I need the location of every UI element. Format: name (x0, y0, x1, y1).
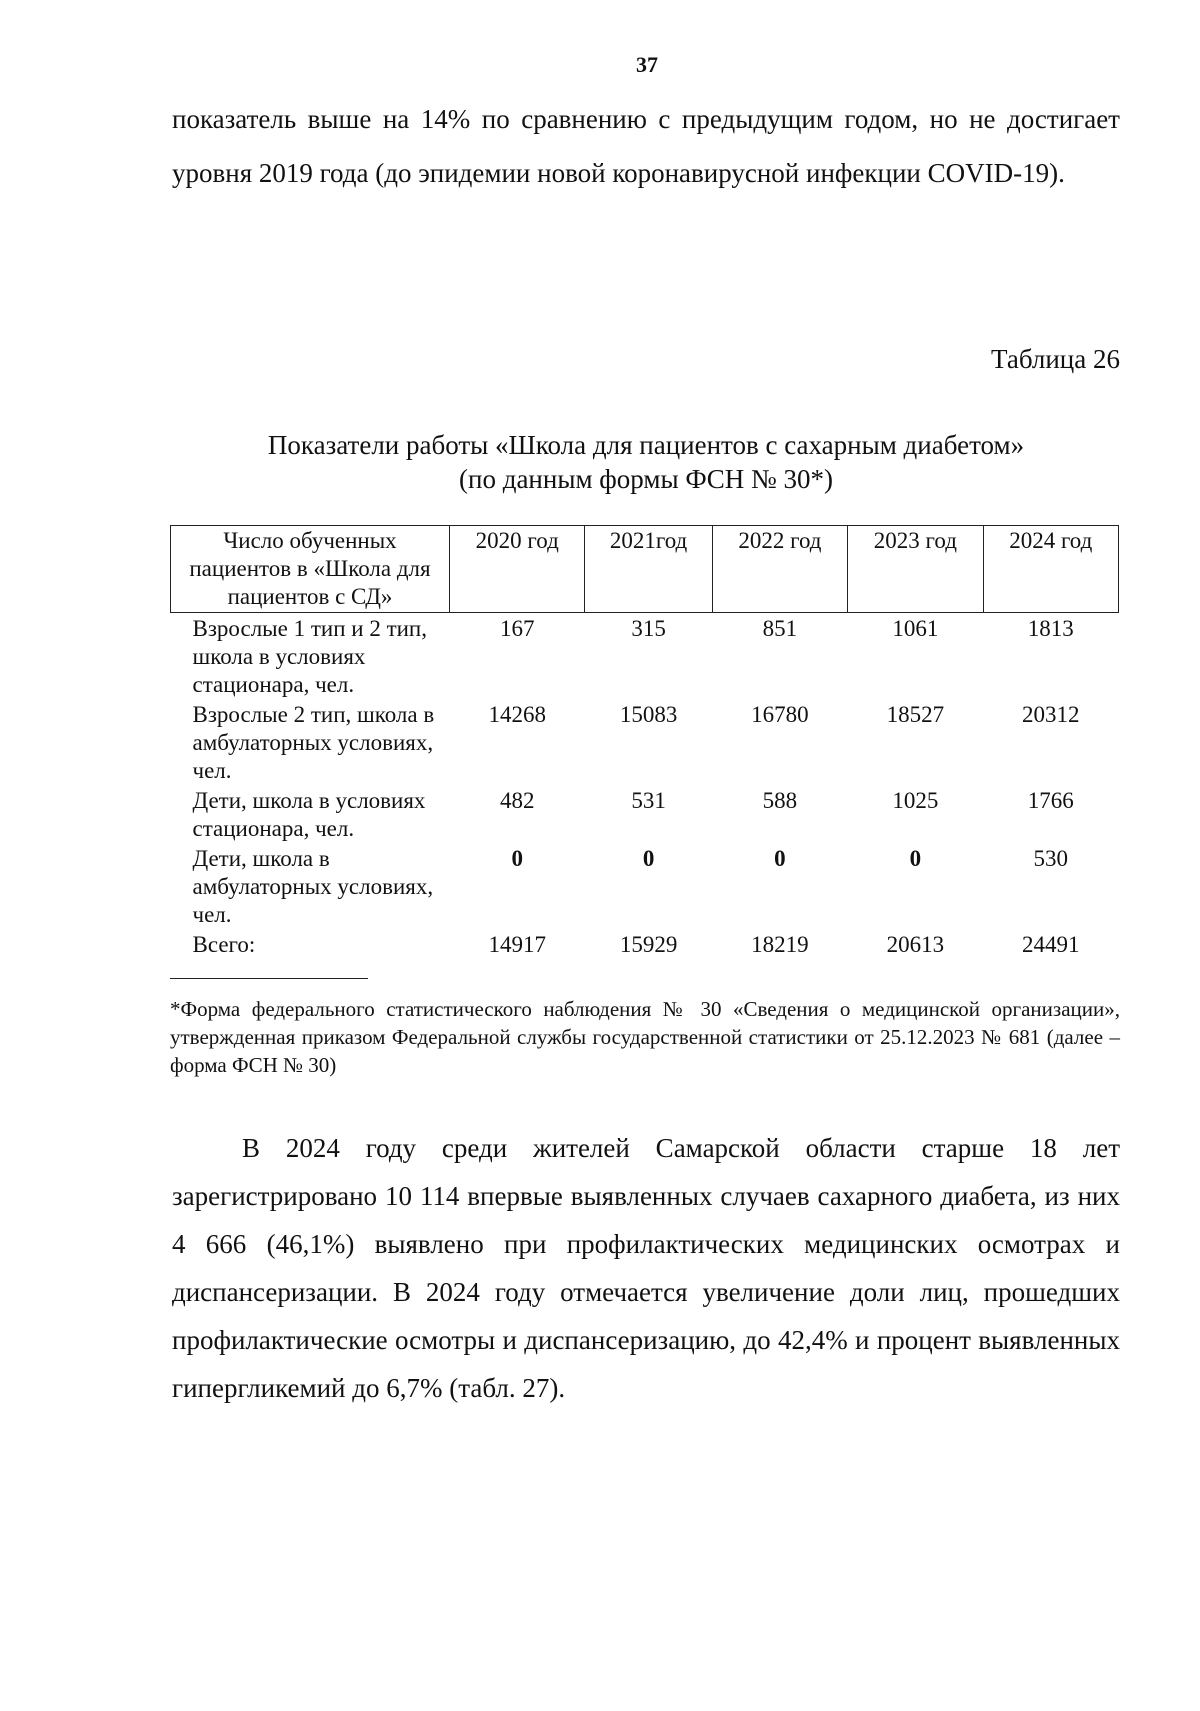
table-caption-line-1: Показатели работы «Школа для пациентов с сахарным диабетом» (267, 430, 1025, 460)
column-header-2024: 2024 год (983, 526, 1118, 613)
footnote: *Форма федерального статистического наблюдения № 30 «Сведения о медицинской организации», утвержденная приказом Федеральной службы государственной статистики от 25.12.2023 № 681 (далее – форма ФСН № 30) (170, 997, 1120, 1077)
column-header-2022: 2022 год (712, 526, 847, 613)
intro-paragraph: показатель выше на 14% по сравнению с предыдущим годом, но не достигает уровня 2019 года (до эпидемии новой коронавирусной инфекции COVID-19). (172, 104, 1120, 188)
table-caption-line-2: (по данным формы ФСН № 30*) (459, 464, 833, 494)
column-header-2021: 2021год (585, 526, 712, 613)
cell-value: 20613 (886, 932, 945, 957)
table-label: Таблица 26 (991, 344, 1120, 374)
cell-value: 14268 (488, 702, 546, 727)
cell-value: 20312 (1022, 702, 1080, 727)
cell-value: 167 (499, 616, 535, 641)
row-label: Дети, школа в условиях стационара, чел. (192, 788, 426, 841)
data-table (170, 525, 1119, 959)
cell-value: 14917 (488, 932, 546, 957)
column-header-2023: 2023 год (848, 526, 983, 613)
table-header-row (171, 526, 1119, 613)
cell-value: 315 (631, 616, 666, 641)
table-row (171, 699, 1119, 785)
table-row (171, 613, 1119, 700)
cell-value: 15929 (619, 932, 678, 957)
table-row (171, 843, 1119, 929)
row-label: Всего: (192, 932, 256, 957)
column-header-category: Число обученных пациентов в «Школа для пациентов с СД» (171, 526, 450, 613)
cell-value: 16780 (751, 702, 809, 727)
cell-value: 18219 (751, 932, 809, 957)
page-number: 37 (636, 52, 658, 77)
cell-value: 0 (774, 846, 786, 871)
row-label: Взрослые 1 тип и 2 тип, школа в условиях стационара, чел. (192, 616, 427, 697)
row-label: Дети, школа в амбулаторных условиях, чел. (192, 846, 434, 927)
cell-value: 15083 (619, 702, 678, 727)
body-paragraph: В 2024 году среди жителей Самарской области старше 18 лет зарегистрировано 10 114 впервые выявленных случаев сахарного диабета, из них 4 666 (46,1%) выявлено при профилактических медицинских осмотрах и диспансеризации. В 2024 году отмечается увеличение доли лиц, прошедших профилактические осмотры и диспансеризацию, до 42,4% и процент выявленных гипергликемий до 6,7% (табл. 27). (172, 1133, 1120, 1403)
cell-value: 0 (642, 846, 655, 871)
cell-value: 1766 (1027, 788, 1074, 813)
cell-value: 530 (1033, 846, 1069, 871)
cell-value: 851 (762, 616, 798, 641)
table-caption (172, 428, 1120, 496)
row-label: Взрослые 2 тип, школа в амбулаторных условиях, чел. (192, 702, 435, 783)
cell-value: 588 (762, 788, 798, 813)
cell-value: 1025 (892, 788, 939, 813)
footnote-divider (170, 978, 368, 979)
cell-value: 1813 (1027, 616, 1074, 641)
cell-value: 482 (499, 788, 535, 813)
cell-value: 1061 (892, 616, 939, 641)
cell-value: 24491 (1022, 932, 1080, 957)
table-row-total (171, 929, 1119, 959)
table-row (171, 785, 1119, 843)
cell-value: 531 (631, 788, 666, 813)
cell-value: 18527 (886, 702, 945, 727)
cell-value: 0 (511, 846, 523, 871)
cell-value: 0 (909, 846, 922, 871)
column-header-2020: 2020 год (450, 526, 585, 613)
